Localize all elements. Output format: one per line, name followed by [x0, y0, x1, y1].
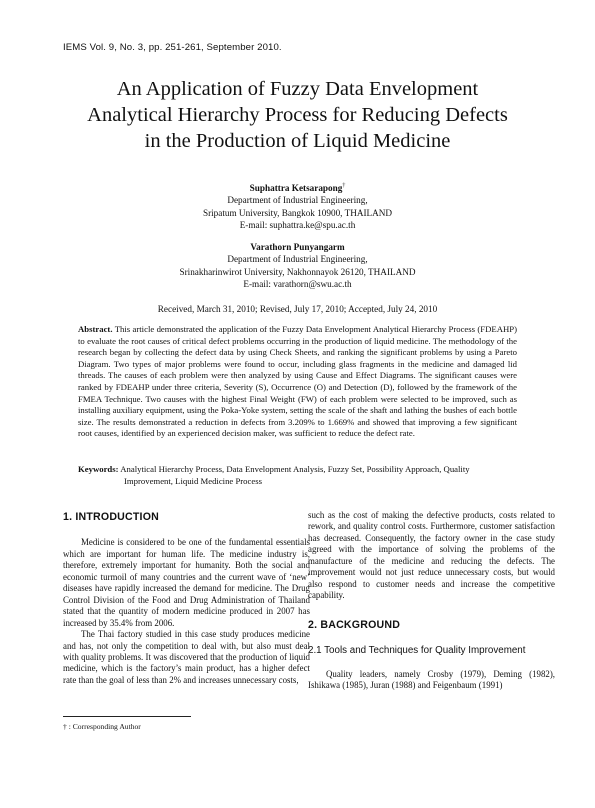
paragraph: The Thai factory studied in this case study produces medicine and has, not only the competition to deal with, but also must deal with quality problems. It was discovered that the production of liquid medicine, which is the factory’s main product, has a higher defect rate than the goal of less than 2% and increases unnecessary costs, — [63, 629, 310, 685]
footnote-divider — [63, 716, 191, 717]
author-affiliation: Srinakharinwirot University, Nakhonnayok 26120, THAILAND — [179, 266, 416, 277]
author-email: E-mail: suphattra.ke@spu.ac.th — [239, 220, 356, 231]
paragraph: Medicine is considered to be one of the fundamental essentials which are important for human life. The medicine industry is, therefore, extremely important for humanity. Both the social and economic turmoil of many countries and the current wave of ‘new’ diseases have rapidly increased the demand for medicine. The Drug Control Division of the Food and Drug Administration of Thailand stated that the quantity of modern medicine produced in 2007 has increased by 35.4% from 2006. — [63, 537, 310, 628]
title-line: Analytical Hierarchy Process for Reducing Defects — [87, 104, 508, 126]
corresponding-mark: † — [342, 182, 346, 189]
left-column — [63, 512, 310, 686]
paragraph-continued: such as the cost of making the defective products, costs related to rework, and quality control costs. Furthermore, customer satisfaction has decreased. Consequently, the factory owner in the case study agreed with the importance of solving the problems of the manufacture of the medicine and reducing the defects. The improvement would not just reduce unnecessary costs, but would also respond to customer needs and increase the competitive capability. — [308, 510, 555, 601]
received-dates: Received, March 31, 2010; Revised, July 17, 2010; Accepted, July 24, 2010 — [157, 304, 438, 314]
journal-header: IEMS Vol. 9, No. 3, pp. 251-261, September 2010. — [63, 42, 282, 53]
author-email: E-mail: varathorn@swu.ac.th — [243, 279, 352, 290]
abstract-text: This article demonstrated the application of the Fuzzy Data Envelopment Analytical Hierarchy Process (FDEAHP) to evaluate the root causes of critical defect problems occurring in the production of liquid medicine. The methodology of the research began by collecting the defect data by using Check Sheets, and ranking the significant problems by using a Pareto Diagram. Two types of major problems were found to occur, including glass fragments in the medicine and damaged lid threads. The causes of each problem were then analyzed by using Cause and Effect Diagrams. The significant causes were ranked by FDEAHP under three criteria, Severity (S), Occurrence (O) and Detection (D), followed by the framework of the FMEA Technique. Two causes with the highest Final Weight (FW) of each problem were selected to be improved, such as installing auxiliary equipment, using the Poka-Yoke system, setting the scale of the shaft and lathing the bushes of each bottle size. The results demonstrated a reduction in defects from 3.209% to 1.669% and showed that improving a few significant root causes, identified by an experienced decision maker, was sufficient to reduce the defect rate. — [78, 324, 517, 439]
paragraph: Quality leaders, namely Crosby (1979), Deming (1982), Ishikawa (1985), Juran (1988) and Feigenbaum (1991) — [308, 668, 555, 690]
author-name: Suphattra Ketsarapong — [249, 183, 343, 193]
author-affiliation: Sripatum University, Bangkok 10900, THAILAND — [202, 207, 393, 218]
keywords — [78, 464, 517, 487]
subsection-heading: 2.1 Tools and Techniques for Quality Improvement — [308, 645, 526, 657]
title-line: An Application of Fuzzy Data Envelopment — [116, 78, 479, 100]
right-column — [308, 510, 555, 691]
paper-title — [40, 76, 555, 154]
section-heading: 2. BACKGROUND — [308, 618, 401, 631]
keywords-label: Keywords: — [78, 464, 119, 474]
author-block — [40, 182, 555, 232]
author-department: Department of Industrial Engineering, — [227, 254, 368, 265]
abstract — [78, 324, 517, 440]
keywords-text-continued: Improvement, Liquid Medicine Process — [124, 475, 263, 486]
abstract-label: Abstract. — [78, 324, 113, 334]
footnote: † : Corresponding Author — [63, 722, 141, 731]
author-department: Department of Industrial Engineering, — [227, 195, 368, 206]
author-name: Varathorn Punyangarm — [250, 242, 345, 252]
keywords-text: Analytical Hierarchy Process, Data Envelopment Analysis, Fuzzy Set, Possibility Approach, Quality — [118, 464, 470, 474]
author-block — [40, 241, 555, 291]
title-line: in the Production of Liquid Medicine — [144, 130, 451, 152]
section-heading: 1. INTRODUCTION — [63, 511, 159, 523]
